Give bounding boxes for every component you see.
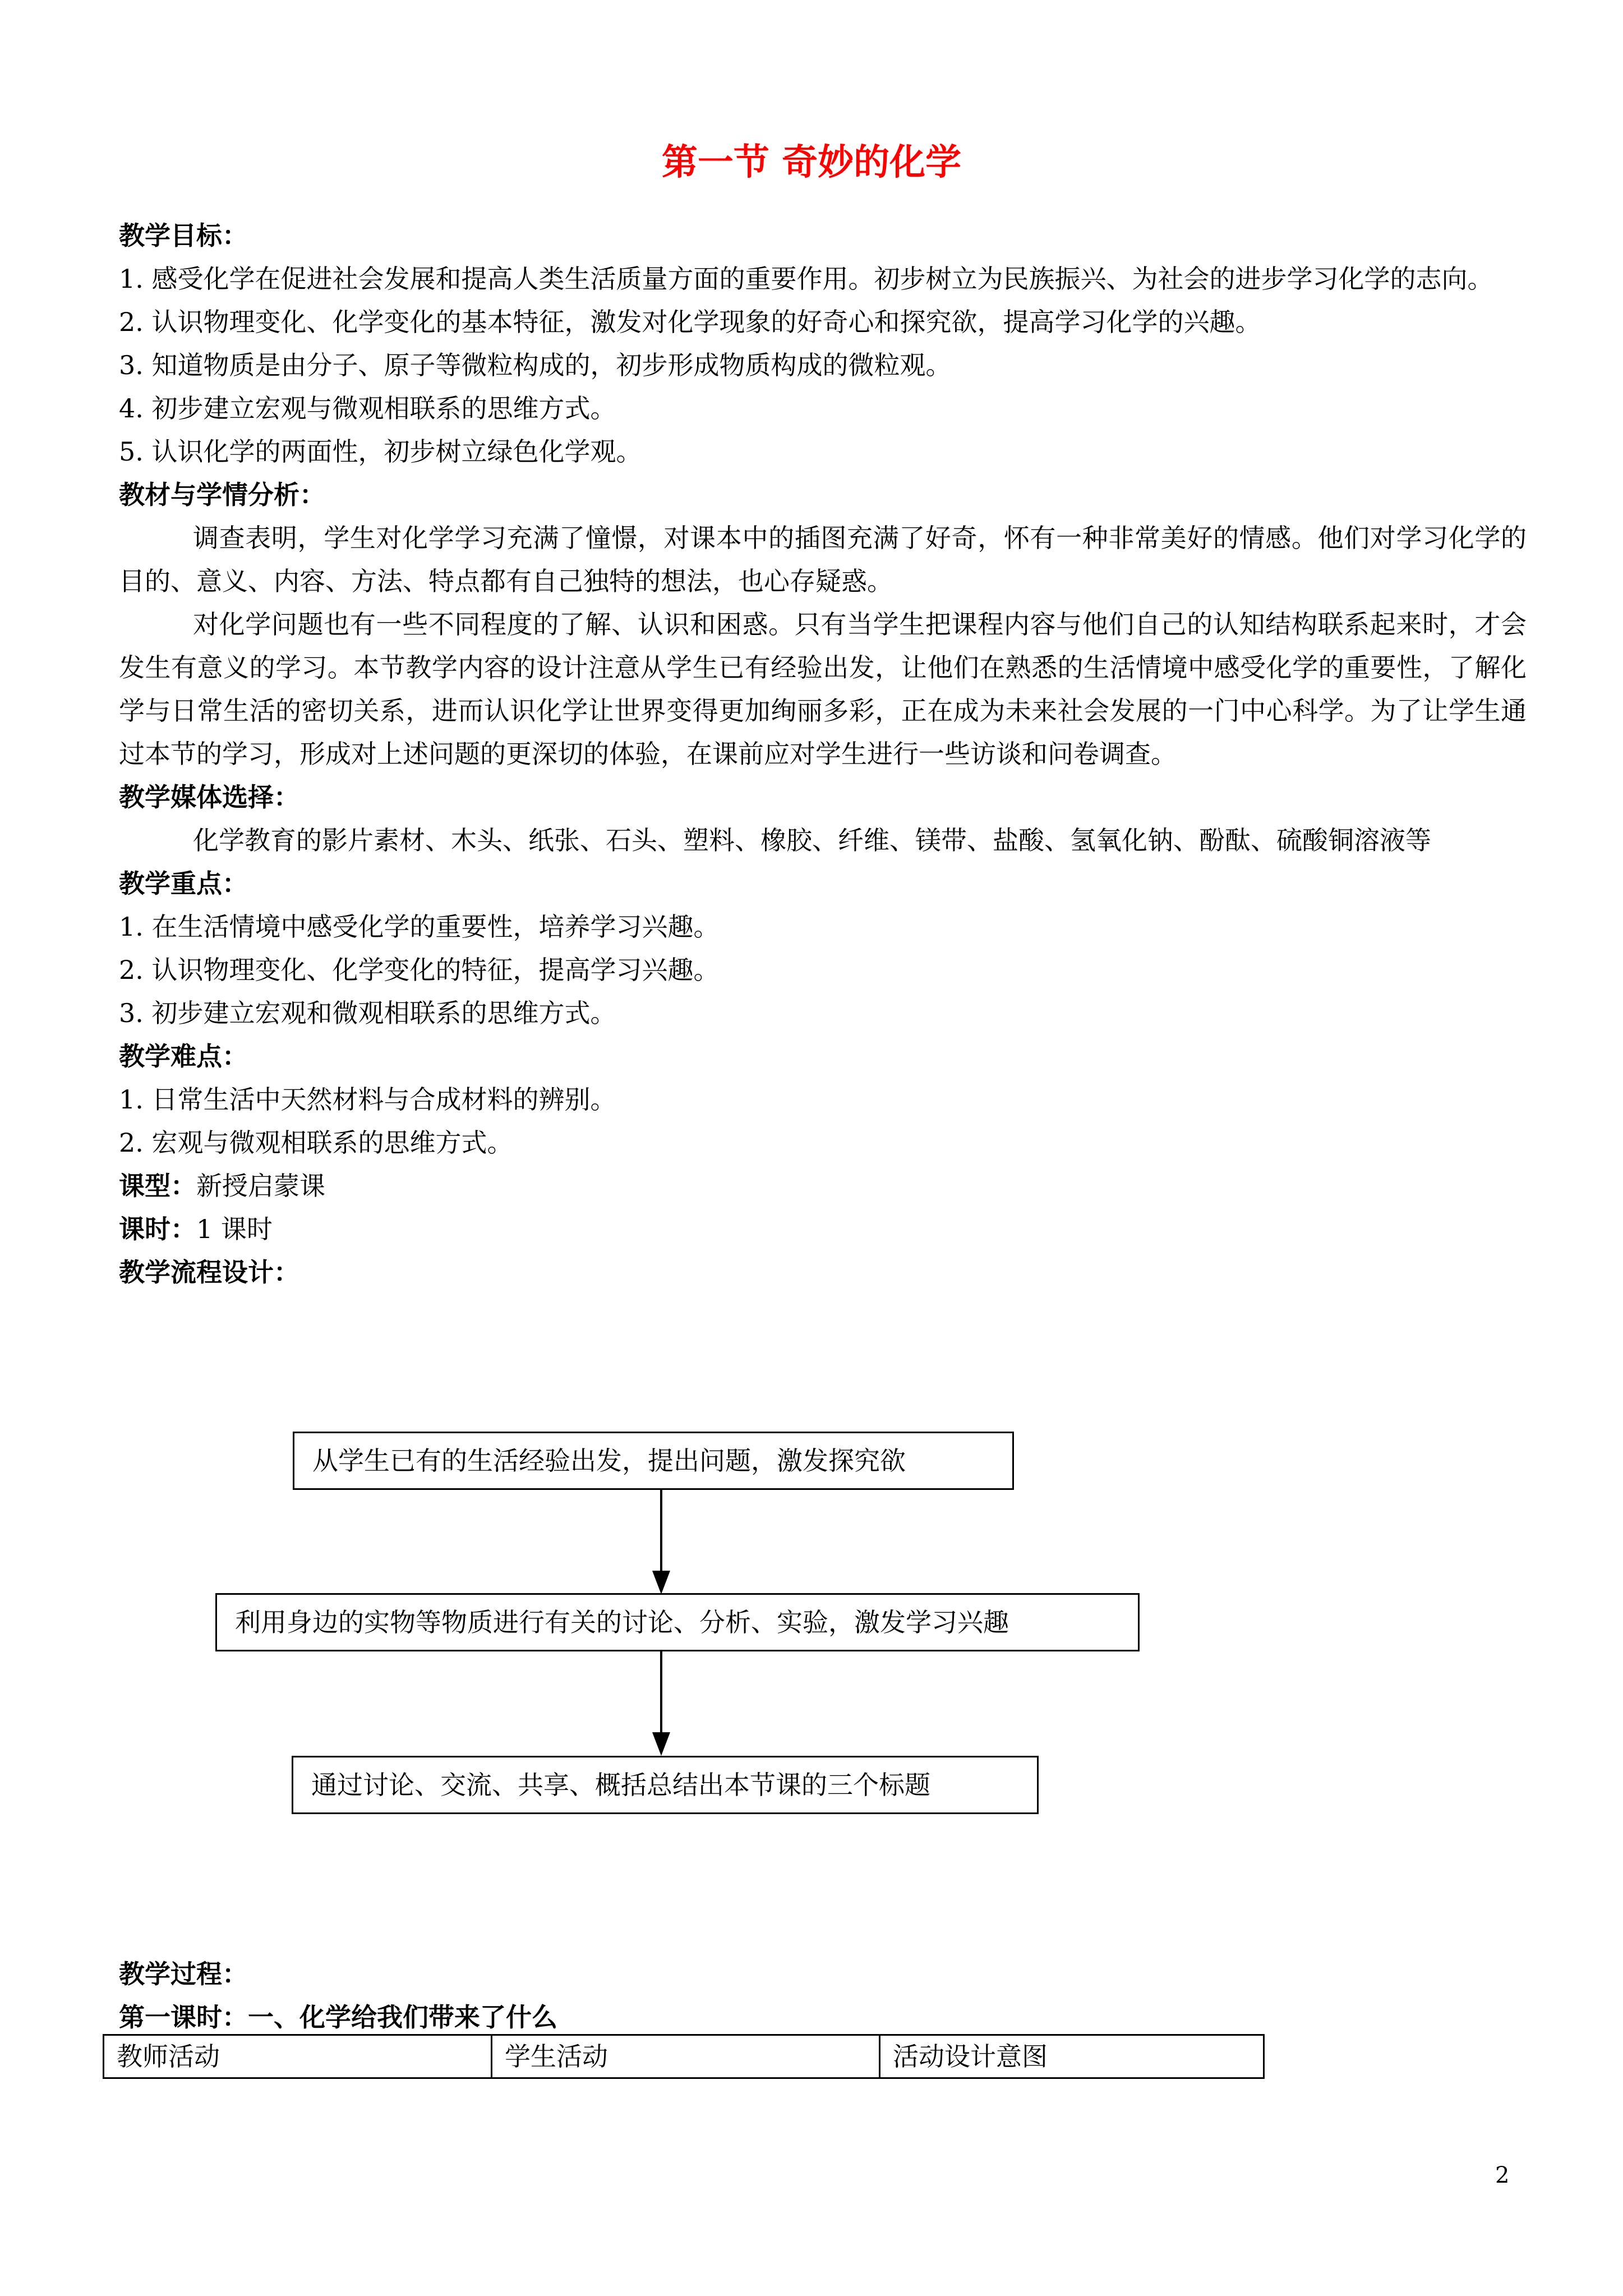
table-header-student: 学生活动 (492, 2036, 880, 2077)
flow-arrow-1-head (652, 1571, 670, 1594)
activity-table (103, 2034, 1265, 2079)
flow-arrow-2-line (660, 1651, 662, 1736)
difficulty-item: 1. 日常生活中天然材料与合成材料的辨别。 (119, 1084, 616, 1115)
analysis-paragraph: 调查表明，学生对化学学习充满了憧憬，对课本中的插图充满了好奇，怀有一种非常美好的情感。他们对学习化学的目的、意义、内容、方法、特点都有自己独特的想法，也心存疑惑。 (119, 523, 1527, 596)
keypoints-heading: 教学重点： (119, 868, 248, 899)
flow-arrow-2-head (652, 1732, 670, 1756)
flow-step-1: 从学生已有的生活经验出发，提出问题，激发探究欲 (293, 1432, 1014, 1490)
media-text: 化学教育的影片素材、木头、纸张、石头、塑料、橡胶、纤维、镁带、盐酸、氢氧化钠、酚酞、硫酸铜溶液等 (193, 825, 1431, 855)
flow-arrow-1-line (660, 1490, 662, 1574)
goal-item: 3. 知道物质是由分子、原子等微粒构成的，初步形成物质构成的微粒观。 (119, 350, 952, 380)
lesson-type (119, 1165, 1527, 1208)
lesson-type-value: 新授启蒙课 (196, 1171, 325, 1201)
keypoint-item: 1. 在生活情境中感受化学的重要性，培养学习兴趣。 (119, 912, 720, 942)
lesson-hours-value: 1 课时 (196, 1214, 273, 1244)
table-header-intent: 活动设计意图 (893, 2041, 1048, 2072)
document-body (119, 214, 1527, 1294)
table-header-teacher: 教师活动 (104, 2036, 492, 2077)
goal-item: 2. 认识物理变化、化学变化的基本特征，激发对化学现象的好奇心和探究欲，提高学习化学的兴趣。 (119, 307, 1261, 337)
keypoint-item: 2. 认识物理变化、化学变化的特征，提高学习兴趣。 (119, 955, 720, 985)
analysis-heading: 教材与学情分析： (119, 480, 325, 510)
flow-step-3: 通过讨论、交流、共享、概括总结出本节课的三个标题 (292, 1756, 1039, 1814)
lesson-hours-label: 课时： (119, 1214, 196, 1244)
process-heading: 教学过程： (119, 1959, 248, 1989)
media-heading: 教学媒体选择： (119, 782, 299, 812)
goal-item: 1. 感受化学在促进社会发展和提高人类生活质量方面的重要作用。初步树立为民族振兴、为社会的进步学习化学的志向。 (119, 264, 1493, 294)
difficulties-heading: 教学难点： (119, 1041, 248, 1071)
first-lesson-heading: 第一课时：一、化学给我们带来了什么 (119, 2002, 557, 2032)
goal-item: 5. 认识化学的两面性，初步树立绿色化学观。 (119, 436, 642, 467)
goals-heading: 教学目标： (119, 220, 248, 251)
page-number: 2 (1495, 2162, 1510, 2188)
lesson-hours (119, 1208, 1527, 1251)
keypoint-item: 3. 初步建立宏观和微观相联系的思维方式。 (119, 998, 616, 1028)
page-title: 第一节 奇妙的化学 (661, 142, 962, 183)
difficulty-item: 2. 宏观与微观相联系的思维方式。 (119, 1128, 513, 1158)
lesson-type-label: 课型： (119, 1171, 196, 1201)
analysis-paragraph: 对化学问题也有一些不同程度的了解、认识和困惑。只有当学生把课程内容与他们自己的认知结构联系起来时，才会发生有意义的学习。本节教学内容的设计注意从学生已有经验出发，让他们在熟悉的生活情境中感受化学的重要性，了解化学与日常生活的密切关系，进而认识化学让世界变得更加绚丽多彩，正在成为未来社会发展的一门中心科学。为了让学生通过本节的学习，形成对上述问题的更深切的体验，在课前应对学生进行一些访谈和问卷调查。 (119, 609, 1527, 769)
flow-heading: 教学流程设计： (119, 1257, 299, 1287)
goal-item: 4. 初步建立宏观与微观相联系的思维方式。 (119, 393, 616, 424)
flow-step-2: 利用身边的实物等物质进行有关的讨论、分析、实验，激发学习兴趣 (215, 1593, 1140, 1651)
